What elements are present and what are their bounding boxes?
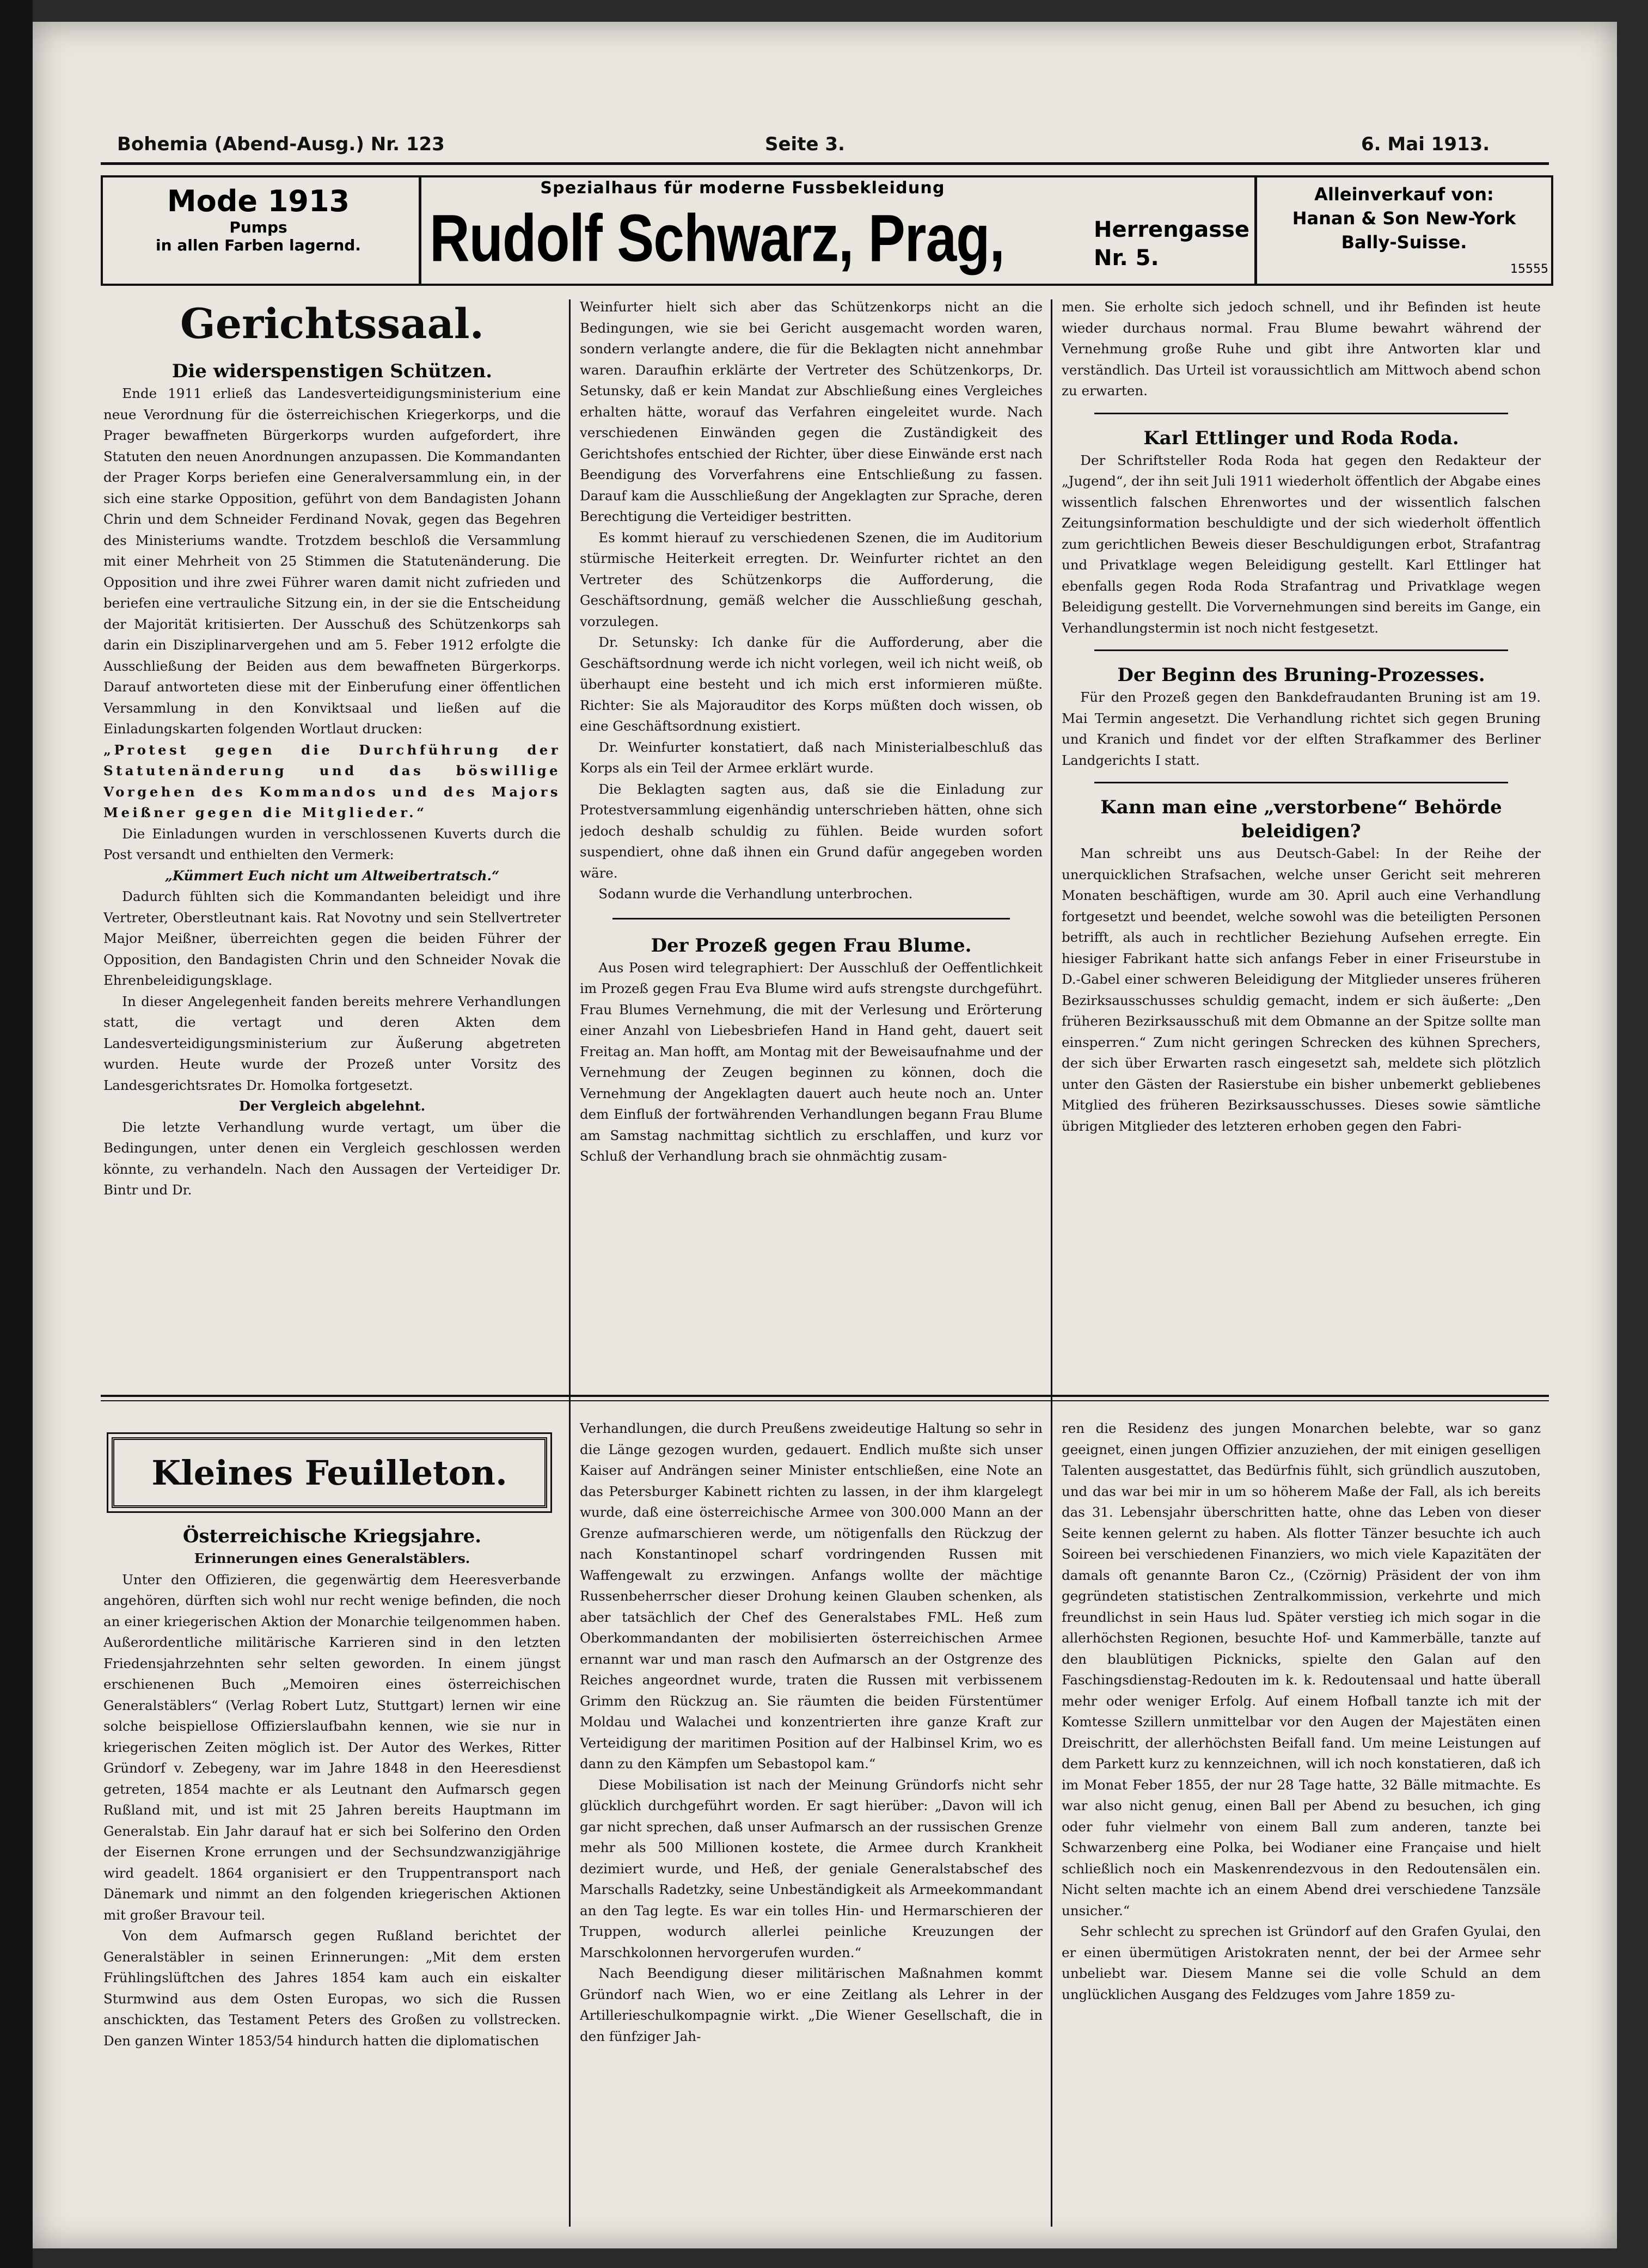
article-title-schuetzen: Die widerspenstigen Schützen. bbox=[171, 360, 493, 382]
page-number: Seite 3. bbox=[765, 133, 845, 155]
article-title-ettlinger: Karl Ettlinger und Roda Roda. bbox=[1143, 427, 1459, 449]
paragraph: Unter den Offizieren, die gegenwärtig dem Heeresverbande angehören, dürften sich wohl nur recht wenige befinden, die noch an einer kriegerischen Aktion der Monarchie teilgenommen haben. Außerordentliche militärische Karrieren sind in den letzten Friedensjahrzehnten sehr selten geworden. In einem jüngst erschienenen Buch „Memoiren eines österreichischen Generalstäblers“ (Verlag Robert Lutz, Stuttgart) lernen wir eine solche beispiellose Offizierslaufbahn kennen, wie sie nur in kriegerischen Zeiten möglich ist. Der Autor des Werkes, Ritter Gründorf v. Zebegeny, war im Jahre 1848 in den Heeresdienst getreten, 1854 machte er als Leutnant den Aufmarsch gegen Rußland mit, und ist mit 25 Jahren bereits Hauptmann im Generalstab. Ein Jahr darauf hat er sich bei Solferino den Orden der Eisernen Krone errungen und der Sechsundzwanzigjährige wird geadelt. 1864 organisiert er den Truppentransport nach Dänemark und nimmt an den folgenden kriegerischen Aktionen mit großer Bravour teil. bbox=[103, 1571, 561, 1923]
ad-code: 15555 bbox=[1510, 262, 1548, 276]
ad-divider-right bbox=[1254, 177, 1257, 284]
ad-street-number: Nr. 5. bbox=[1094, 246, 1159, 271]
ad-right-line2: Bally-Suisse. bbox=[1341, 232, 1467, 253]
column-3-feuilleton bbox=[1062, 1418, 1541, 2232]
ad-right-line1: Hanan & Son New-York bbox=[1292, 208, 1516, 229]
column-2-feuilleton bbox=[580, 1418, 1043, 2232]
column-1-feuilleton bbox=[103, 1524, 561, 2232]
paragraph: Sodann wurde die Verhandlung unterbrochen. bbox=[598, 886, 913, 902]
feuilleton-rule bbox=[101, 1395, 1549, 1397]
shoe-advertisement bbox=[101, 175, 1553, 286]
column-2-court bbox=[580, 297, 1043, 1388]
quote-protest: „Protest gegen die Durchführung der Statutenänderung und das böswillige Vorgehen des Kommandos und des Majors Meißner gegen die Mitglieder.“ bbox=[103, 741, 561, 820]
feuilleton-title-box bbox=[112, 1437, 547, 1508]
article-subtitle: Erinnerungen eines Generalstäblers. bbox=[194, 1550, 470, 1566]
ad-right-title: Alleinverkauf von: bbox=[1314, 184, 1494, 205]
column-separator-1 bbox=[569, 299, 571, 2227]
paragraph: men. Sie erholte sich jedoch schnell, und ihr Befinden ist heute wieder durchaus normal. Frau Blume bewahrt während der Vernehmung große Ruhe und gibt ihre Antworten klar und verständlich. Das Urteil ist voraussichtlich am Mittwoch abend schon zu erwarten. bbox=[1062, 299, 1541, 399]
paragraph: Es kommt hierauf zu verschiedenen Szenen, die im Auditorium stürmische Heiterkeit erregten. Dr. Weinfurter richtet an den Vertreter des Schützenkorps die Aufforderung, die Geschäftsordnung, gemäß welcher die Ausschließung geschah, vorzulegen. bbox=[580, 529, 1043, 629]
header-rule bbox=[101, 162, 1549, 165]
paragraph: Dadurch fühlten sich die Kommandanten beleidigt und ihre Vertreter, Oberstleutnant kais. Rat Novotny und sein Stellvertreter Major Meißner, überreichten gegen die beiden Führer der Opposition, den Bandagisten Chrin und den Schneider Novak die Ehrenbeleidigungsklage. bbox=[103, 888, 561, 988]
paragraph: ren die Residenz des jungen Monarchen belebte, war so ganz geeignet, einen jungen Offizier anzuziehen, der mit einigen geselligen Talenten ausgestattet, das Bedürfnis fühlt, sich gründlich auszutoben, und das war bei mir in um so höherem Maße der Fall, als ich bereits das 31. Lebensjahr überschritten hatte, ohne das Leben von dieser Seite kennen gelernt zu haben. Als flotter Tänzer besuchte ich auch Soireen bei verschiedenen Finanziers, wo mich viele Kapazitäten der damals oft genannte Baron Cz., (Czörnig) Präsident der von ihm gegründeten statistischen Zentralkommission, verkehrte und mich freundlichst in sein Haus lud. Später verstieg ich mich sogar in die allerhöchsten Regionen, besuchte Hof- und Kammerbälle, tanzte auf den blaublütigen Picknicks, spielte den Galan auf den Faschingsdienstag-Redouten im k. k. Redoutensaal und hatte überall mehr oder weniger Erfolg. Auf einem Hofball tanzte ich mit der Komtesse Szillern unmittelbar vor den Augen der Majestäten einen Dreischritt, der allerhöchsten Beifall fand. Um meine Leistungen auf dem Parkett kurz zu kennzeichnen, will ich noch konstatieren, daß ich im Monat Feber 1855, der nur 28 Tage hatte, 32 Bälle mitmachte. Es war also nicht genug, einen Ball per Abend zu besuchen, ich ging oder fuhr vielmehr von einem Ball zum anderen, tanzte bei Schwarzenberg eine Polka, bei Wodianer eine Française und hielt schließlich noch ein Maskenrendezvous in den Redoutensälen ein. Nicht selten machte ich an einem Abend drei verschiedene Tanzsäle unsicher.“ bbox=[1062, 1420, 1541, 1918]
paragraph: Für den Prozeß gegen den Bankdefraudanten Bruning ist am 19. Mai Termin angesetzt. Die Verhandlung richtet sich gegen Bruning und Kranich und findet vor der elften Strafkammer des Berliner Landgerichts I statt. bbox=[1062, 689, 1541, 768]
newspaper-page bbox=[33, 22, 1617, 2248]
article-title-bruning: Der Beginn des Bruning-Prozesses. bbox=[1117, 664, 1485, 686]
issue-date: 6. Mai 1913. bbox=[1361, 133, 1490, 155]
feuilleton-rule-thin bbox=[101, 1400, 1549, 1401]
paragraph: Die Beklagten sagten aus, daß sie die Einladung zur Protestversammlung eigenhändig unterschrieben hätten, ohne sich jedoch deshalb schuldig zu fühlen. Beide wurden sofort suspendiert, ohne daß ihnen ein Grund dafür angegeben worden wäre. bbox=[580, 781, 1043, 881]
scan-edge bbox=[0, 0, 33, 2268]
quote-motto: „Kümmert Euch nicht um Altweibertratsch.“ bbox=[164, 867, 500, 884]
article-divider bbox=[1094, 402, 1508, 414]
paragraph: Von dem Aufmarsch gegen Rußland berichtet der Generalstäbler in seinen Erinnerungen: „Mit dem ersten Frühlingslüftchen des Jahres 1854 kam auch ein eiskalter Sturmwind aus dem Osten Europas, wo sich die Russen anschickten, das Testament Peters des Großen zu vollstrecken. Den ganzen Winter 1853/54 hindurch hatten die diplomatischen bbox=[103, 1928, 561, 2049]
paragraph: Nach Beendigung dieser militärischen Maßnahmen kommt Gründorf nach Wien, wo er eine Zeitlang als Lehrer in der Artillerieschulkompagnie wirkt. „Die Wiener Gesellschaft, die in den fünfziger Jah- bbox=[580, 1965, 1043, 2044]
ad-left-sub1: Pumps bbox=[229, 218, 287, 236]
paragraph: Sehr schlecht zu sprechen ist Gründorf auf den Grafen Gyulai, den er einen übermütigen Aristokraten nennt, der bei der Armee sehr unbeliebt war. Diesem Manne sei die volle Schuld an dem unglücklichen Ausgang des Feldzuges vom Jahre 1859 zu- bbox=[1062, 1923, 1541, 2002]
feuilleton-title: Kleines Feuilleton. bbox=[151, 1452, 507, 1493]
ad-company-name: Rudolf Schwarz, Prag, bbox=[430, 201, 1004, 275]
column-1-court bbox=[103, 359, 561, 1388]
ad-street: Herrengasse bbox=[1094, 217, 1250, 242]
ad-left-sub2: in allen Farben lagernd. bbox=[156, 236, 361, 254]
section-title-gerichtssaal: Gerichtssaal. bbox=[180, 299, 485, 348]
paragraph: Verhandlungen, die durch Preußens zweideutige Haltung so sehr in die Länge gezogen wurden, gedauert. Endlich mußte sich unser Kaiser auf Andrängen seiner Minister entschließen, eine Note an das Petersburger Kabinett richten zu lassen, in der ihm klargelegt wurde, daß eine österreichische Armee von 300.000 Mann an der Grenze aufmarschieren werde, um nötigenfalls den Rückzug der nach Konstantinopel scharf vordringenden Russen mit Waffengewalt zu erzwingen. Anfangs wollte der mächtige Russenbeherrscher dieser Drohung keinen Glauben schenken, als aber tatsächlich der Chef des Generalstabes FML. Heß zum Oberkommandanten der mobilisierten österreichischen Armee ernannt war und man rasch den Aufmarsch an der Ostgrenze des Reiches angeordnet wurde, traten die Russen mit verbissenem Grimm den Rückzug an. Sie räumten die beiden Fürstentümer Moldau und Walachei und konzentrierten ihre ganze Kraft zur Verteidigung der maritimen Position auf der Halbinsel Krim, wo es dann zu den Kämpfen um Sebastopol kam.“ bbox=[580, 1420, 1043, 1772]
paragraph: Diese Mobilisation ist nach der Meinung Gründorfs nicht sehr glücklich durchgeführt worden. Er sagt hierüber: „Davon will ich gar nicht sprechen, daß unser Aufmarsch an der russischen Grenze mehr als 500 Millionen kostete, die Armee durch Krankheit dezimiert wurde, und Heß, der geniale Generalstabschef des Marschalls Radetzky, seine Unbeständigkeit als Armeekommandant an den Tag legte. Es war ein tolles Hin- und Hermarschieren der Truppen, wodurch allerlei peinliche Kreuzungen der Marschkolonnen hervorgerufen wurden.“ bbox=[580, 1776, 1043, 1960]
paragraph: Ende 1911 erließ das Landesverteidigungsministerium eine neue Verordnung für die österreichischen Kriegerkorps, und die Prager bewaffneten Bürgerkorps wurden aufgefordert, ihre Statuten den neuen Anordnungen anzupassen. Die Kommandanten der Prager Korps beriefen eine Generalversammlung ein, in der sich eine starke Opposition, geführt von dem Bandagisten Johann Chrin und dem Schneider Ferdinand Novak, gegen das Begehren des Ministeriums wandte. Trotzdem beschloß die Versammlung mit einer Mehrheit von 25 Stimmen die Statutenänderung. Die Opposition und ihre zwei Führer waren damit nicht zufrieden und beriefen eine vertrauliche Sitzung ein, in der sie die Entscheidung der Majorität kritisierten. Der Ausschuß des Schützenkorps sah darin ein Disziplinarvergehen und am 5. Feber 1912 erfolgte die Ausschließung der Beiden aus dem bewaffneten Bürgerkorps. Darauf antworteten diese mit der Einberufung einer öffentlichen Versammlung in den Konviktsaal und ließen auf die Einladungskarten folgenden Wortlaut drucken: bbox=[103, 385, 561, 737]
column-separator-2 bbox=[1051, 299, 1052, 2227]
article-title-kriegsjahre: Österreichische Kriegsjahre. bbox=[182, 1525, 482, 1547]
ad-divider bbox=[419, 177, 421, 284]
issue-label: Bohemia (Abend-Ausg.) Nr. 123 bbox=[117, 133, 445, 155]
article-title-behoerde: Kann man eine „verstorbene“ Behörde beleidigen? bbox=[1100, 796, 1502, 842]
ad-left-panel bbox=[107, 177, 409, 284]
article-divider bbox=[1094, 771, 1508, 783]
paragraph: Die Einladungen wurden in verschlossenen Kuverts durch die Post versandt und enthielten den Vermerk: bbox=[103, 825, 561, 862]
paragraph: Der Schriftsteller Roda Roda hat gegen den Redakteur der „Jugend“, der ihn seit Juli 1911 wiederholt öffentlich der Abgabe eines wissentlich falschen Ehrenwortes und der wissentlich falschen Zeitungsinformation beschuldigte und der sich wiederholt öffentlich zum gerichtlichen Beweis dieser Beschuldigungen erbot, Strafantrag und Privatklage wegen Beleidigung gestellt. Karl Ettlinger hat ebenfalls gegen Roda Roda Strafantrag und Privatklage wegen Beleidigung gestellt. Die Vorvernehmungen sind bereits im Gange, ein Verhandlungstermin ist noch nicht festgesetzt. bbox=[1062, 452, 1541, 636]
ad-address bbox=[1094, 216, 1249, 272]
paragraph: Dr. Weinfurter konstatiert, daß nach Ministerialbeschluß das Korps als ein Teil der Armee erklärt wurde. bbox=[580, 739, 1043, 776]
ad-tagline: Spezialhaus für moderne Fussbekleidung bbox=[540, 179, 945, 198]
ad-center-panel bbox=[430, 177, 1252, 284]
paragraph: In dieser Angelegenheit fanden bereits mehrere Verhandlungen statt, die vertagt und deren Akten dem Landesverteidigungsministerium zur Äußerung abgetreten wurden. Heute wurde der Prozeß unter Vorsitz des Landesgerichtsrates Dr. Homolka fortgesetzt. bbox=[103, 993, 561, 1093]
column-3-court bbox=[1062, 297, 1541, 1388]
ad-left-title: Mode 1913 bbox=[167, 184, 350, 218]
paragraph: Dr. Setunsky: Ich danke für die Aufforderung, aber die Geschäftsordnung werde ich nicht vorlegen, weil ich nicht weiß, ob überhaupt eine besteht und ich mich erst informieren müßte. Richter: Sie als Majorauditor des Korps müßten doch wissen, ob eine Geschäftsordnung existiert. bbox=[580, 634, 1043, 734]
paragraph: Aus Posen wird telegraphiert: Der Ausschluß der Oeffentlichkeit im Prozeß gegen Frau Eva Blume wird aufs strengste durchgeführt. Frau Blumes Vernehmung, die mit der Verlesung und Erörterung einer Anzahl von Liebesbriefen Hand in Hand geht, dauert seit Freitag an. Man hofft, am Montag mit der Beweisaufnahme und der Vernehmung der Zeugen beginnen zu können, doch die Vernehmung der Angeklagten dauert auch heute noch an. Unter dem Einfluß der fortwährenden Verhandlungen begann Frau Blume am Samstag nachmittag sichtlich zu erschlaffen, und kurz vor Schluß der Verhandlung brach sie ohnmächtig zusam- bbox=[580, 959, 1043, 1164]
article-divider bbox=[1094, 639, 1508, 651]
paragraph: Weinfurter hielt sich aber das Schützenkorps nicht an die Bedingungen, wie sie bei Gericht ausgemacht worden waren, sondern verlangte andere, die für die Beklagten nicht annehmbar waren. Daraufhin erklärte der Vertreter des Schützenkorps, Dr. Setunsky, daß er kein Mandat zur Abschließung eines Vergleiches erhalten hätte, worauf das Verfahren eingeleitet wurde. Nach verschiedenen Einwänden gegen die Zuständigkeit des Gerichtshofes entschied der Richter, über diese Einwände erst nach Beendigung des Vorverfahrens eine Entschließung zu fassen. Darauf kam die Ausschließung der Angeklagten zur Sprache, deren Berechtigung die Verteidiger bestritten. bbox=[580, 299, 1043, 524]
article-title-blume: Der Prozeß gegen Frau Blume. bbox=[651, 934, 972, 957]
paragraph: Die letzte Verhandlung wurde vertagt, um über die Bedingungen, unter denen ein Vergleich geschlossen werden könnte, zu verhandeln. Nach den Aussagen der Verteidiger Dr. Bintr und Dr. bbox=[103, 1119, 561, 1198]
article-divider bbox=[612, 905, 1010, 920]
subheading-vergleich: Der Vergleich abgelehnt. bbox=[238, 1098, 426, 1114]
ad-right-panel bbox=[1260, 177, 1548, 284]
paragraph: Man schreibt uns aus Deutsch-Gabel: In der Reihe der unerquicklichen Strafsachen, welche unser Gericht seit mehreren Monaten beschäftigen, wurde am 30. April auch eine Verhandlung fortgesetzt und beendet, welche sowohl was die beteiligten Personen betrifft, als auch in rechtlicher Beziehung Aufsehen erregte. Ein hiesiger Fabrikant hatte sich anfangs Feber in einer Friseurstube in D.-Gabel einer schweren Beleidigung der Mitglieder unseres früheren Bezirksausschusses schuldig gemacht, indem er sich äußerte: „Den früheren Bezirksausschuß mit dem Obmanne an der Spitze sollte man einsperren.“ Zum nicht geringen Schrecken des kühnen Sprechers, der sich über Erwarten rasch eingesetzt sah, meldete sich plötzlich unter den Gästen der Rasierstube ein bisher unbemerkt gebliebenes Mitglied des früheren Bezirksausschusses. Dieses sowie sämtliche übrigen Mitglieder des letzteren erhoben gegen den Fabri- bbox=[1062, 845, 1541, 1134]
